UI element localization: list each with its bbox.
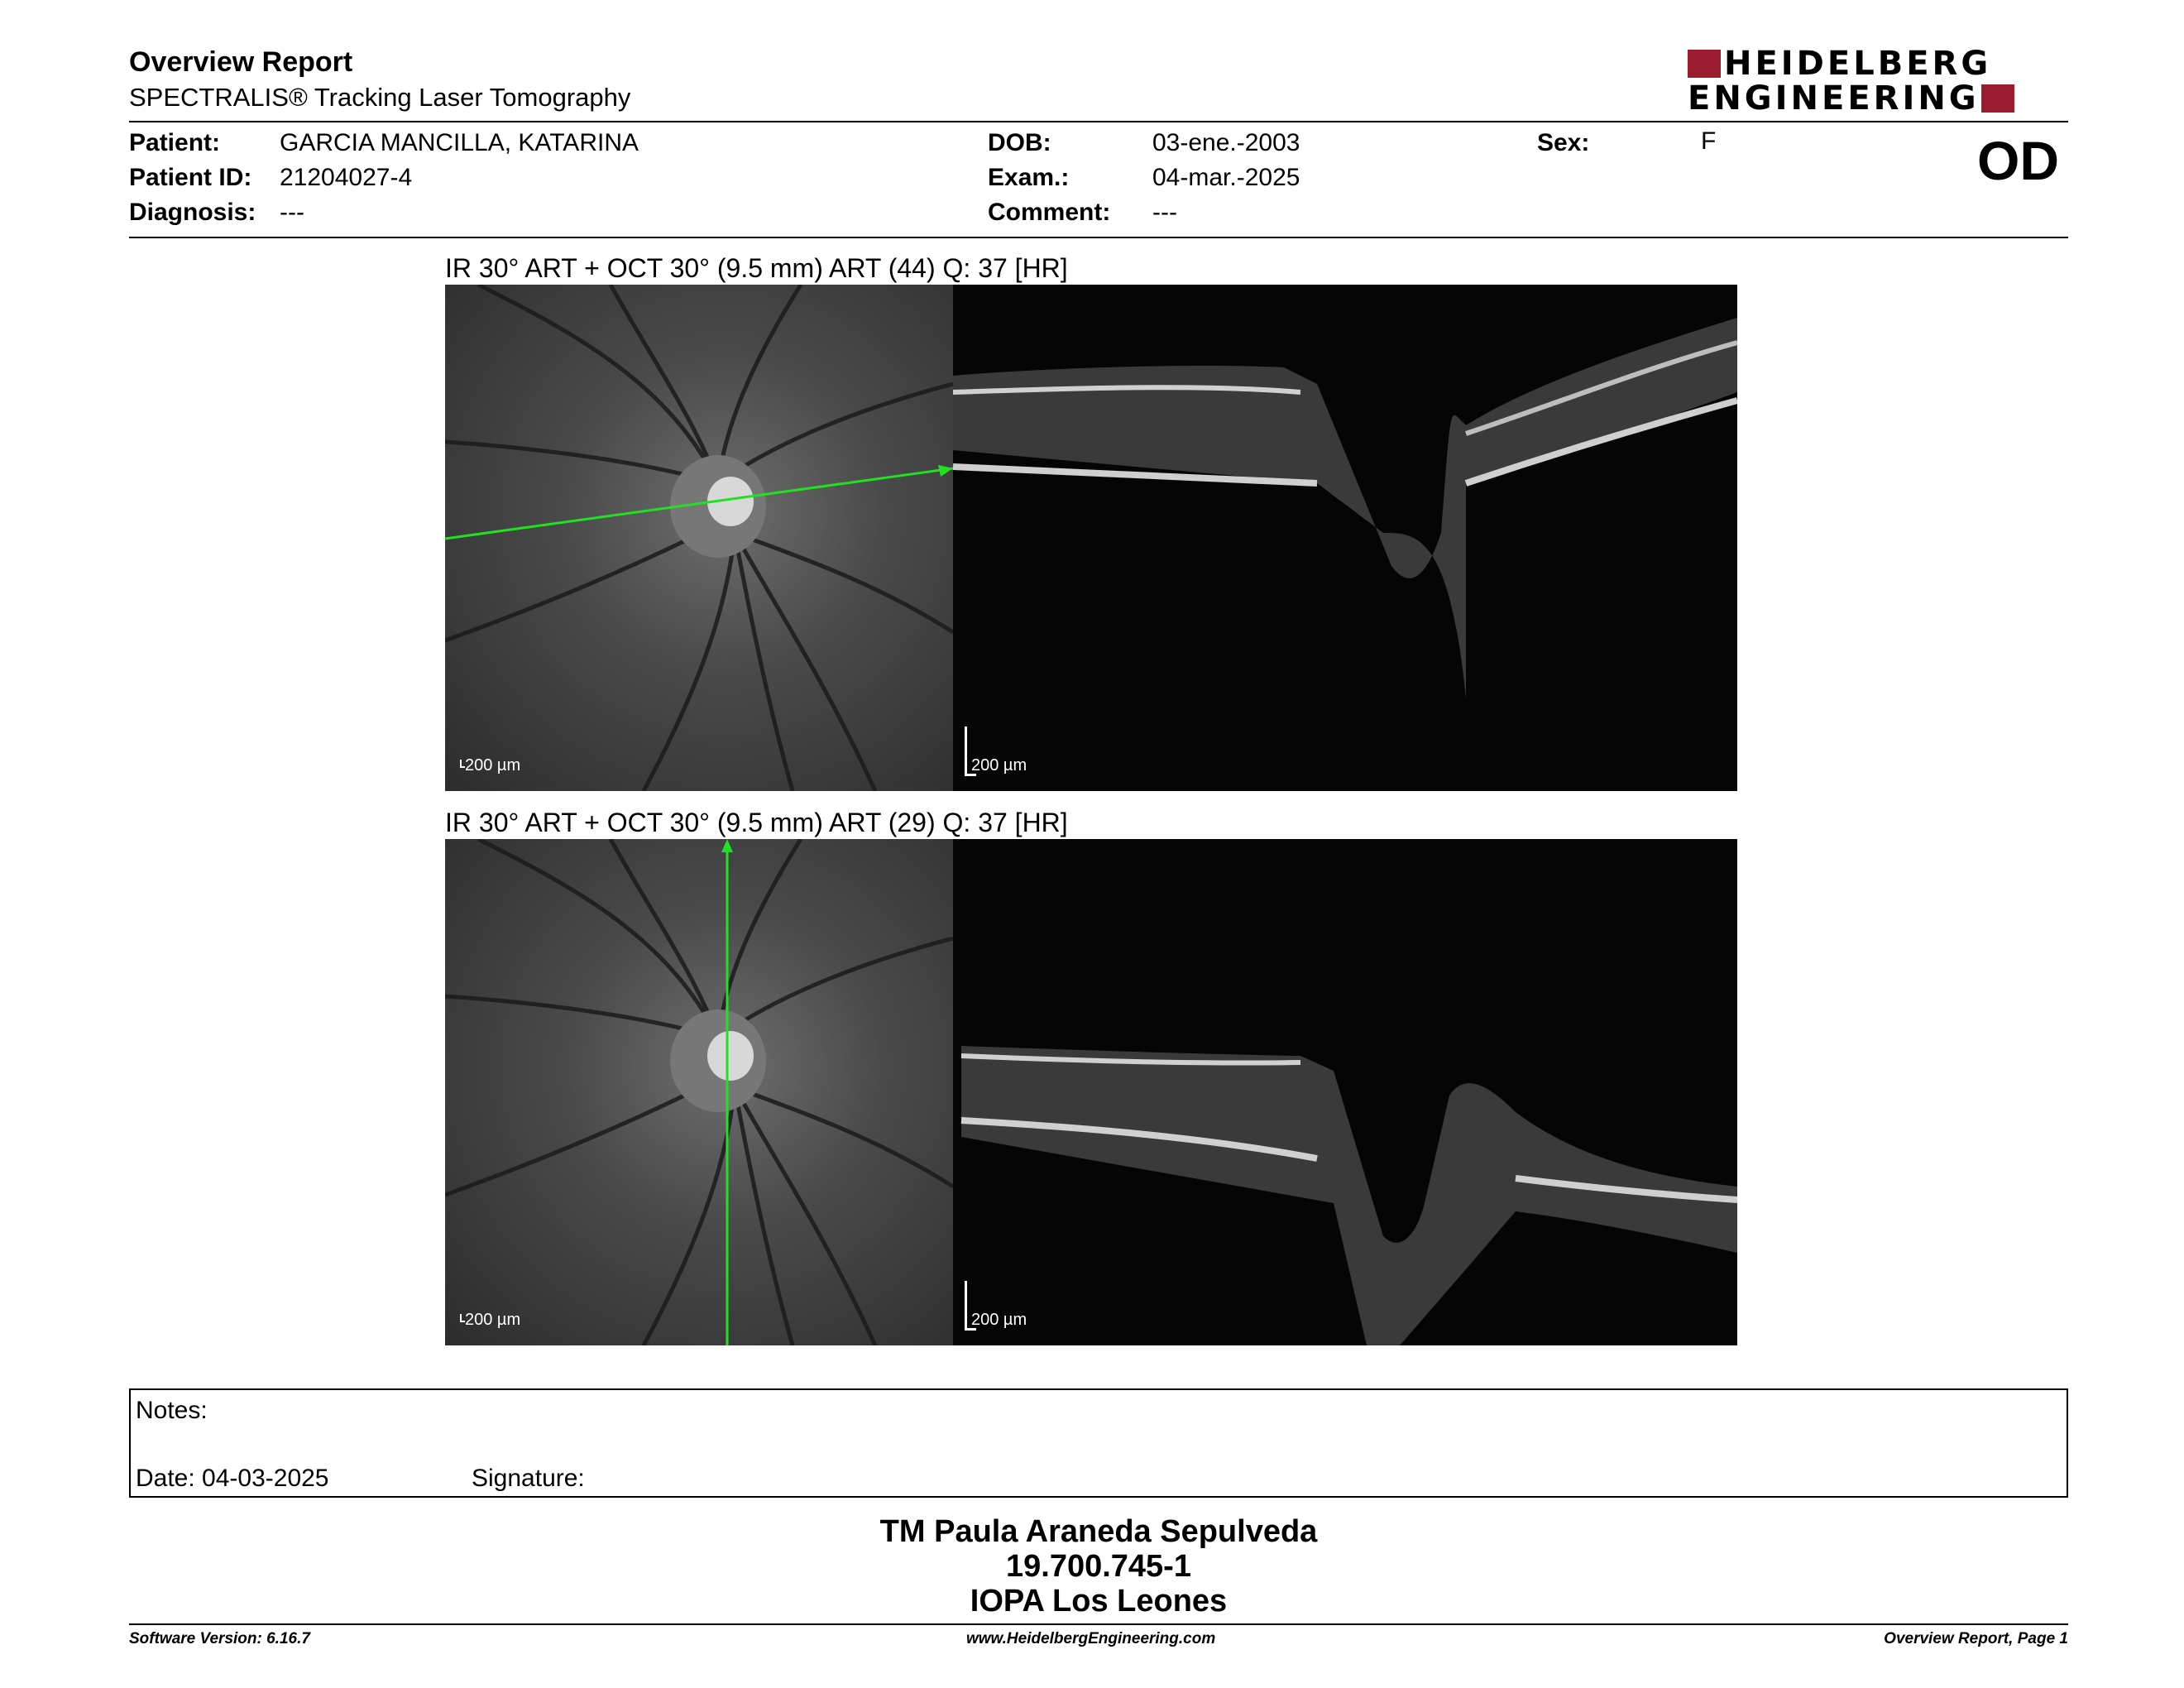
patient-id-value: 21204027-4 — [280, 164, 413, 191]
header-divider — [129, 121, 2068, 122]
exam-label: Exam.: — [988, 164, 1070, 191]
scan1-oct-image — [953, 285, 1737, 791]
scan1-fundus-image — [445, 285, 953, 791]
report-subtitle: SPECTRALIS® Tracking Laser Tomography — [129, 83, 631, 112]
heidelberg-logo — [1688, 46, 2068, 116]
date-label: Date: 04-03-2025 — [136, 1465, 329, 1492]
logo-line2: ENGINEERING — [1688, 79, 1980, 117]
scan2-title: IR 30° ART + OCT 30° (9.5 mm) ART (29) Q: 37 [HR] — [445, 808, 1068, 837]
eye-indicator: OD — [1977, 130, 2059, 191]
stamp-name: TM Paula Araneda Sepulveda — [879, 1514, 1318, 1549]
logo-line1: HEIDELBERG — [1724, 45, 1992, 83]
logo-square-icon — [1981, 84, 2014, 113]
sex-label: Sex: — [1537, 129, 1590, 156]
scan1-title: IR 30° ART + OCT 30° (9.5 mm) ART (44) Q: 37 [HR] — [445, 253, 1068, 283]
logo-square-icon — [1688, 50, 1721, 78]
scan2-fundus-image — [445, 839, 953, 1345]
software-version: Software Version: 6.16.7 — [129, 1630, 310, 1647]
scan1-oct-scale: 200 µm — [971, 756, 1027, 774]
sex-value: F — [1701, 127, 1717, 155]
notes-label: Notes: — [136, 1397, 208, 1424]
page-indicator: Overview Report, Page 1 — [1884, 1630, 2068, 1647]
dob-label: DOB: — [988, 129, 1051, 156]
diagnosis-label: Diagnosis: — [129, 199, 256, 226]
patient-label: Patient: — [129, 129, 221, 156]
footer-divider — [129, 1623, 2068, 1625]
stamp-institution: IOPA Los Leones — [970, 1584, 1228, 1618]
comment-value: --- — [1152, 199, 1177, 226]
scan2-oct-image — [953, 839, 1737, 1345]
patient-id-label: Patient ID: — [129, 164, 252, 191]
patient-value: GARCIA MANCILLA, KATARINA — [280, 129, 639, 156]
notes-box — [129, 1388, 2068, 1498]
exam-value: 04-mar.-2025 — [1152, 164, 1300, 191]
comment-label: Comment: — [988, 199, 1111, 226]
scan2-oct-scale: 200 µm — [971, 1311, 1027, 1329]
report-title: Overview Report — [129, 46, 353, 78]
signature-label: Signature: — [472, 1465, 585, 1492]
website-link[interactable]: www.HeidelbergEngineering.com — [966, 1630, 1216, 1647]
scan1-fundus-scale: 200 µm — [465, 756, 521, 774]
patient-divider — [129, 237, 2068, 238]
diagnosis-value: --- — [280, 199, 304, 226]
scan2-fundus-scale: 200 µm — [465, 1311, 521, 1329]
dob-value: 03-ene.-2003 — [1152, 129, 1300, 156]
stamp-id: 19.700.745-1 — [1006, 1549, 1191, 1584]
